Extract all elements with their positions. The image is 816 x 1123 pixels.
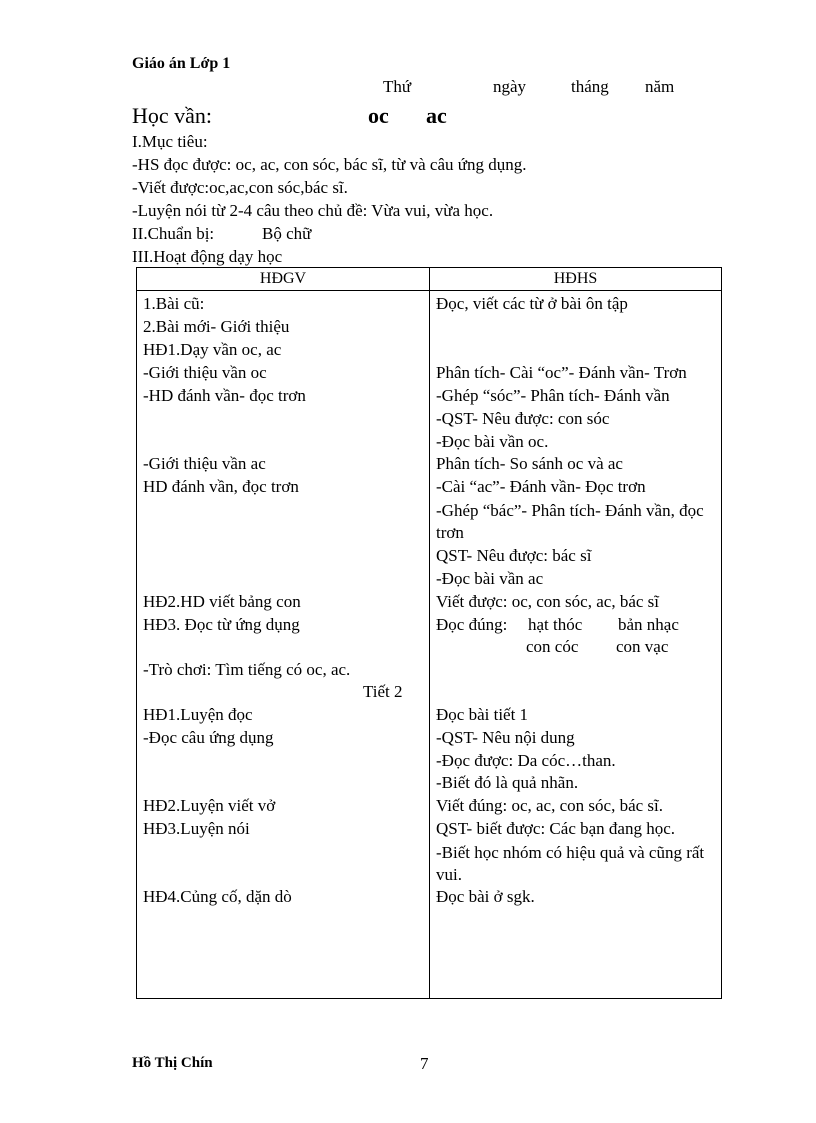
- application-word: hạt thóc: [528, 615, 583, 634]
- student-step: -Biết đó là quả nhãn.: [436, 773, 579, 792]
- footer-author: Hồ Thị Chín: [132, 1055, 213, 1071]
- teacher-step: HĐ2.HD viết bảng con: [143, 592, 301, 611]
- student-step: -Đọc bài vần oc.: [436, 432, 549, 451]
- teacher-step: -HD đánh vần- đọc trơn: [143, 386, 306, 405]
- lesson-vowel-ac: ac: [426, 103, 447, 128]
- teacher-step: HĐ1.Luyện đọc: [143, 705, 253, 724]
- lesson-subject: Học vần:: [132, 103, 213, 128]
- grade-heading: Giáo án Lớp 1: [132, 55, 231, 72]
- activities-table: [136, 267, 722, 999]
- objective-item: -HS đọc được: oc, ac, con sóc, bác sĩ, từ và câu ứng dụng.: [132, 155, 527, 174]
- teacher-column-header: HĐGV: [137, 268, 430, 291]
- objectives-heading: I.Mục tiêu:: [132, 132, 208, 151]
- teacher-step: -Giới thiệu vần ac: [143, 454, 266, 473]
- student-step: Phân tích- Cài “oc”- Đánh vần- Trơn: [436, 363, 687, 382]
- student-step: -QST- Nêu nội dung: [436, 728, 575, 747]
- page-number: 7: [420, 1054, 429, 1073]
- teacher-step: -Đọc câu ứng dụng: [143, 728, 274, 747]
- student-step: QST- biết được: Các bạn đang học.: [436, 819, 675, 838]
- date-thu: Thứ: [383, 77, 412, 96]
- objective-item: -Luyện nói từ 2-4 câu theo chủ đề: Vừa vui, vừa học.: [132, 201, 494, 220]
- date-nam: năm: [645, 77, 675, 96]
- teacher-step: 1.Bài cũ:: [143, 294, 205, 313]
- student-step: -Ghép “sóc”- Phân tích- Đánh vần: [436, 386, 670, 405]
- teacher-step: HĐ2.Luyện viết vở: [143, 796, 276, 815]
- student-step: Viết đúng: oc, ac, con sóc, bác sĩ.: [436, 796, 663, 815]
- objective-item: -Viết được:oc,ac,con sóc,bác sĩ.: [132, 178, 348, 197]
- teacher-step: 2.Bài mới- Giới thiệu: [143, 317, 290, 336]
- application-word: con vạc: [616, 637, 669, 656]
- student-step: Đọc bài ở sgk.: [436, 887, 535, 906]
- teacher-step: HĐ3.Luyện nói: [143, 819, 250, 838]
- student-step: QST- Nêu được: bác sĩ: [436, 546, 592, 565]
- activities-heading: III.Hoạt động dạy học: [132, 247, 283, 266]
- lesson-vowel-oc: oc: [368, 103, 389, 128]
- teacher-step: HĐ4.Củng cố, dặn dò: [143, 887, 292, 906]
- teacher-step: -Giới thiệu vần oc: [143, 363, 267, 382]
- student-step: -Đọc được: Da cóc…than.: [436, 751, 616, 770]
- preparation-value: Bộ chữ: [262, 224, 312, 243]
- student-step: Viết được: oc, con sóc, ac, bác sĩ: [436, 592, 659, 611]
- application-word: con cóc: [526, 637, 579, 656]
- student-step: Đọc bài tiết 1: [436, 705, 529, 724]
- teacher-column: [137, 291, 430, 999]
- student-step: -Biết học nhóm có hiệu quả và cũng rất vui.: [436, 843, 705, 884]
- date-ngay: ngày: [493, 77, 527, 96]
- teacher-step: HĐ1.Dạy vần oc, ac: [143, 340, 282, 359]
- student-step: -QST- Nêu được: con sóc: [436, 409, 610, 428]
- student-step: Đọc đúng:: [436, 615, 508, 634]
- student-step: -Ghép “bác”- Phân tích- Đánh vần, đọc trơn: [436, 501, 704, 542]
- student-step: Đọc, viết các từ ở bài ôn tập: [436, 294, 628, 313]
- preparation-heading: II.Chuẩn bị:: [132, 224, 215, 243]
- student-step: Phân tích- So sánh oc và ac: [436, 454, 623, 473]
- period-2-label: Tiết 2: [363, 682, 403, 701]
- student-column: [430, 291, 722, 999]
- teacher-step: HD đánh vần, đọc trơn: [143, 477, 299, 496]
- student-step: -Cài “ac”- Đánh vần- Đọc trơn: [436, 477, 646, 496]
- student-column-header: HĐHS: [430, 268, 722, 291]
- teacher-step: HĐ3. Đọc từ ứng dụng: [143, 615, 300, 634]
- student-step: -Đọc bài vần ac: [436, 569, 544, 588]
- teacher-step: -Trò chơi: Tìm tiếng có oc, ac.: [143, 660, 351, 679]
- date-thang: tháng: [571, 77, 609, 96]
- application-word: bản nhạc: [618, 615, 679, 634]
